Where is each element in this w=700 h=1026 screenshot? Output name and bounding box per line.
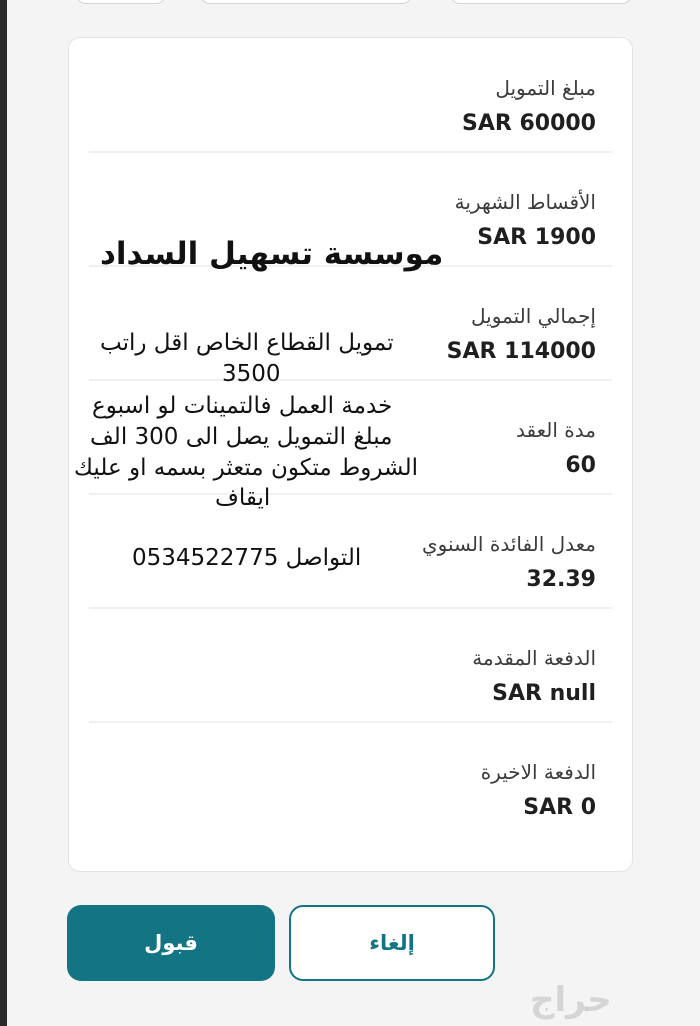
detail-value: 60 xyxy=(565,453,596,478)
detail-value: SAR 114000 xyxy=(446,339,596,364)
detail-value: SAR 0 xyxy=(523,795,596,820)
watermark-logo: حراج xyxy=(530,980,612,1020)
overlay-line: الشروط متكون متعثر بسمه او عليك xyxy=(74,455,418,481)
detail-label: مدة العقد xyxy=(516,418,596,442)
detail-label: الأقساط الشهرية xyxy=(454,190,596,214)
overlay-line: 3500 xyxy=(222,361,281,387)
top-tab[interactable] xyxy=(76,0,166,4)
detail-value: SAR 1900 xyxy=(477,225,596,250)
detail-row-financing-amount xyxy=(89,38,612,153)
top-tab[interactable] xyxy=(450,0,632,4)
detail-value: SAR null xyxy=(492,681,596,706)
detail-value: SAR 60000 xyxy=(461,111,596,136)
overlay-line: خدمة العمل فالتمينات لو اسبوع xyxy=(92,393,393,419)
overlay-contact: التواصل 0534522775 xyxy=(132,545,362,571)
overlay-line: ايقاف xyxy=(215,485,271,511)
overlay-line: تمويل القطاع الخاص اقل راتب xyxy=(100,330,394,356)
detail-value: 32.39 xyxy=(526,567,596,592)
detail-row-final-payment xyxy=(89,722,612,835)
detail-label: إجمالي التمويل xyxy=(471,304,596,328)
detail-label: الدفعة الاخيرة xyxy=(480,760,596,784)
accept-button[interactable]: قبول xyxy=(67,905,275,981)
detail-row-total-financing xyxy=(89,266,612,381)
detail-row-down-payment xyxy=(89,608,612,723)
overlay-title: موسسة تسهيل السداد xyxy=(100,236,444,272)
cancel-button[interactable]: إلغاء xyxy=(289,905,495,981)
left-border xyxy=(0,0,7,1026)
detail-label: مبلغ التمويل xyxy=(495,76,596,100)
overlay-line: مبلغ التمويل يصل الى 300 الف xyxy=(90,424,393,450)
detail-label: الدفعة المقدمة xyxy=(472,646,596,670)
detail-label: معدل الفائدة السنوي xyxy=(421,532,596,556)
top-tab[interactable] xyxy=(200,0,412,4)
